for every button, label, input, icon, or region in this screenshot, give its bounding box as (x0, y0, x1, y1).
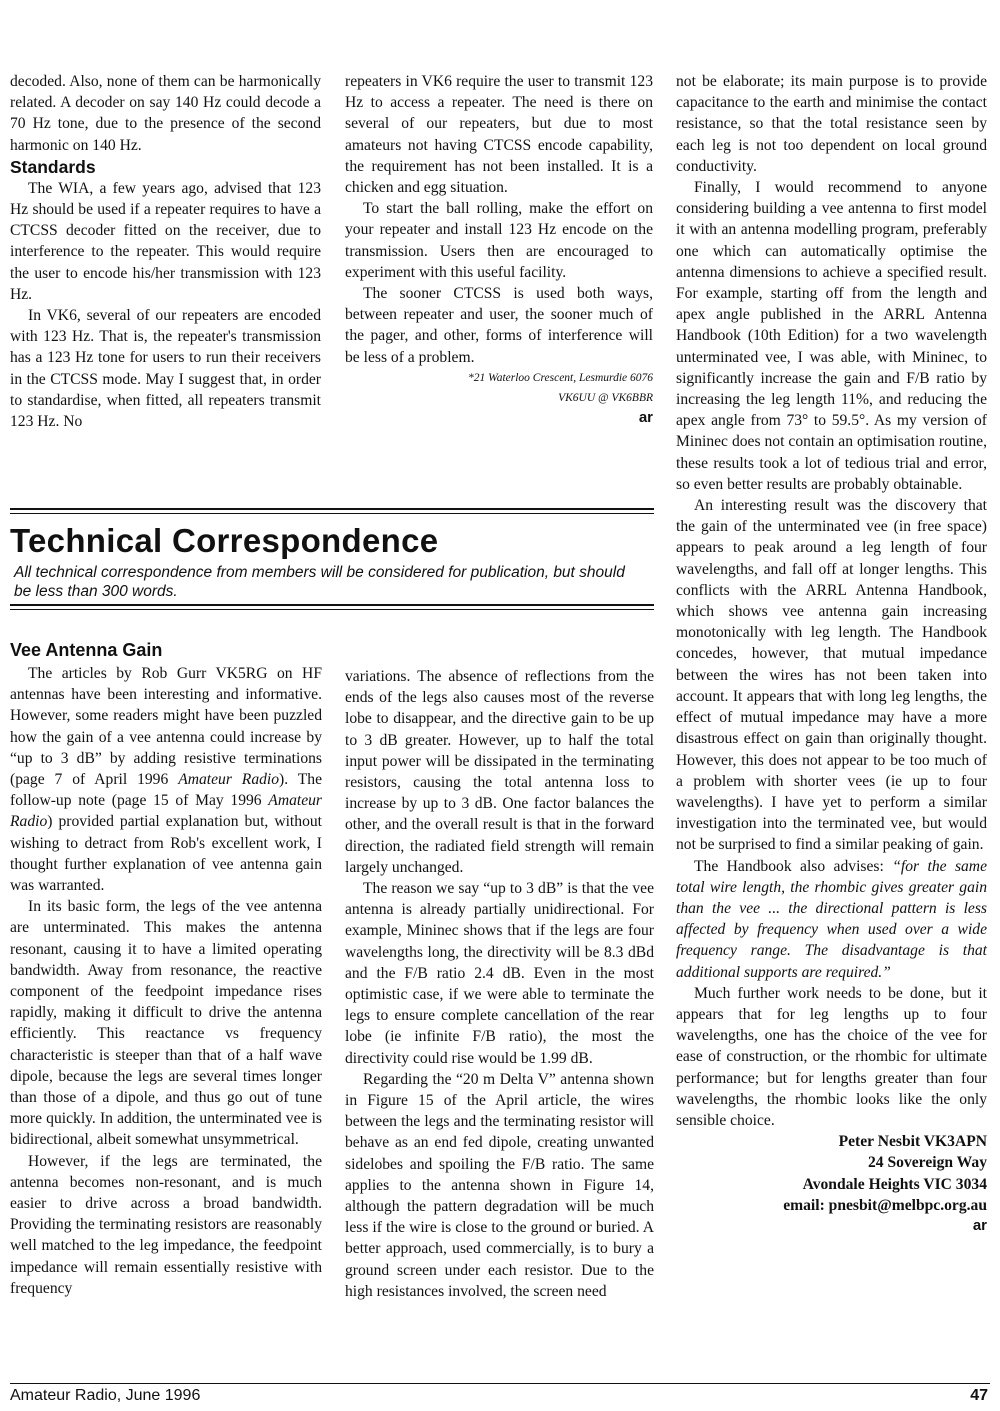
section-title: Technical Correspondence (10, 522, 439, 559)
banner-top-rule (10, 508, 654, 510)
author-name: Peter Nesbit VK3APN (838, 1133, 987, 1151)
footer-publication: Amateur Radio, June 1996 (10, 1387, 201, 1404)
paragraph: The sooner CTCSS is used both ways, between repeater and user, the sooner much of the pager, and other, forms of interference will be less of a problem. (345, 285, 653, 366)
top-column-2 (345, 71, 653, 428)
paragraph: Regarding the “20 m Delta V” antenna shown in Figure 15 of the April article, the wires between the legs and the terminating resistor will behave as an end fed dipole, creating unwanted sidelobes and spoiling the F/B ratio. The same applies to the antenna shown in Figure 14, although the pattern degradation will be much less if the wire is close to the ground or buried. A better approach, used commercially, is to bury a ground screen under each resistor. Due to the high resistances involved, the screen need (345, 1070, 654, 1300)
paragraph: Finally, I would recommend to anyone considering building a vee antenna to first model it with an antenna modelling program, preferably one which can automatically optimise the antenna dimensions to achieve a specified result. For example, starting off from the length and apex angle published in the ARRL Antenna Handbook (10th Edition) for a two wavelength unterminated vee, I was able, with Mininec, to significantly increase the gain and F/B ratio by increasing the leg length 11%, and reducing the apex angle from 73° to 59.5°. As my version of Mininec does not contain an optimisation routine, these results took a lot of tedious trial and error, so even better results are probably obtainable. (676, 179, 987, 493)
author-city: Avondale Heights VIC 3034 (802, 1175, 987, 1193)
section-heading-standards: Standards (10, 156, 96, 177)
article-column-2 (345, 666, 654, 1302)
author-email: email: pnesbit@melbpc.org.au (783, 1196, 987, 1214)
section-subtitle: All technical correspondence from members will be considered for publication, but should be less than 300 words. (14, 564, 625, 600)
paragraph: To start the ball rolling, make the effort on your repeater and install 123 Hz encode on the transmission. Users then are encouraged to experiment with this useful facility. (345, 200, 653, 281)
paragraph: An interesting result was the discovery that the gain of the unterminated vee (in free space) appears to peak around a leg length of four wavelengths, and fall off at longer lengths. This conflicts with the ARRL Antenna Handbook, which shows vee antenna gain increasing monotonically with leg length. The Handbook concedes, however, that mutual impedance between the wires has not been taken into account. It appears that with long leg lengths, the effect of mutual impedance may have a more disastrous effect on gain than originally thought. However, this does not appear to be too much of a problem with shorter vees (ie up to four wavelengths). I have yet to perform a similar investigation into the terminated vee, but would not be surprised to find a similar peaking of gain. (676, 497, 987, 854)
top-column-1 (10, 71, 321, 432)
end-mark: ar (638, 408, 653, 426)
footer-rule (10, 1383, 990, 1384)
paragraph: The reason we say “up to 3 dB” is that the vee antenna is already partially unidirectional. For example, Mininec shows that if the legs are four wavelengths long, the directivity will be 8.3 dBd and the F/B ratio 2.4 dB. Even in the most optimistic case, if we were able to terminate the legs to ensure complete cancellation of the rear lobe (ie infinite F/B ratio), the most the directivity could rise would be 1.99 dB. (345, 880, 654, 1067)
article-column-1 (10, 639, 322, 1299)
paragraph: decoded. Also, none of them can be harmonically related. A decoder on say 140 Hz could decode a 70 Hz tone, due to the presence of the second harmonic on 140 Hz. (10, 73, 321, 154)
article-column-3 (676, 71, 987, 1236)
paragraph: However, if the legs are terminated, the antenna becomes non-resonant, and is much easier to drive across a broad bandwidth. Providing the terminating resistors are reasonably well matched to the leg impedance, the feedpoint impedance will remain essentially resistive with frequency (10, 1152, 322, 1297)
paragraph: repeaters in VK6 require the user to transmit 123 Hz to access a repeater. The need is there on several of our repeaters, but due to most amateurs not having CTCSS encode capability, the requirement has not been installed. It is a chicken and egg situation. (345, 73, 653, 197)
banner-top-rule-thin (10, 513, 654, 514)
author-address: *21 Waterloo Crescent, Lesmurdie 6076 (468, 371, 653, 384)
end-mark: ar (972, 1216, 987, 1234)
paragraph: In its basic form, the legs of the vee antenna are unterminated. This makes the antenna resonant, causing it to have a limited operating bandwidth. Away from resonance, the reactive component of the feedpoint impedance rises rapidly, making it difficult to drive the antenna efficiently. This reactance vs frequency characteristic is steeper than that of a half wave dipole, because the legs are several times longer than those of a dipole, and thus go out of tune more quickly. In addition, the unterminated vee is bidirectional, albeit somewhat unsymmetrical. (10, 898, 322, 1149)
author-street: 24 Sovereign Way (868, 1154, 987, 1172)
paragraph: Much further work needs to be done, but it appears that for leg lengths up to four wavelengths, one has the choice of the vee for ease of construction, or the rhombic for ultimate performance; but for lengths greater than four wavelengths, the rhombic looks like the only sensible choice. (676, 984, 987, 1129)
article-heading: Vee Antenna Gain (10, 640, 163, 660)
banner-bottom-rule (10, 604, 654, 606)
paragraph: variations. The absence of reflections from the ends of the legs also causes most of the reverse lobe to disappear, and the directive gain to be up to 3 dB greater. However, up to half the total input power will be dissipated in the terminating resistors, causing the total antenna loss to increase by up to 3 dB. One factor balances the other, and the overall result is that in the forward direction, the radiated field strength will remain largely unchanged. (345, 668, 654, 876)
paragraph: The WIA, a few years ago, advised that 123 Hz should be used if a repeater requires to have a CTCSS decoder fitted on the receiver, due to interference to the repeater. This would require the user to encode his/her transmission with 123 Hz. (10, 179, 321, 303)
paragraph: not be elaborate; its main purpose is to provide capacitance to the earth and minimise the contact resistance, so that the total resistance seen by each leg is not too dependent on local ground conductivity. (676, 73, 987, 175)
footer-page-number: 47 (970, 1387, 988, 1404)
paragraph: The articles by Rob Gurr VK5RG on HF antennas have been interesting and informative. However, some readers might have been puzzled how the gain of a vee antenna could increase by “up to 3 dB” by adding resistive terminations (page 7 of April 1996 Amateur Radio). The follow-up note (page 15 of May 1996 Amateur Radio) provided partial explanation but, without wishing to detract from Rob's excellent work, I thought further explanation of vee antenna gain was warranted. (10, 665, 323, 895)
author-callsign: VK6UU @ VK6BBR (558, 391, 653, 404)
paragraph: In VK6, several of our repeaters are encoded with 123 Hz. That is, the repeater's transmission has a 123 Hz tone for users to run their receivers in the CTCSS mode. May I suggest that, in order to standardise, when fitted, all repeaters transmit 123 Hz. No (10, 307, 321, 431)
banner-bottom-rule-thin (10, 609, 654, 610)
paragraph: The Handbook also advises: “for the same total wire length, the rhombic gives greater gain than the vee ... the directional pattern is less affected by frequency when used over a wide frequency range. The disadvantage is that additional supports are required.” (676, 857, 987, 981)
